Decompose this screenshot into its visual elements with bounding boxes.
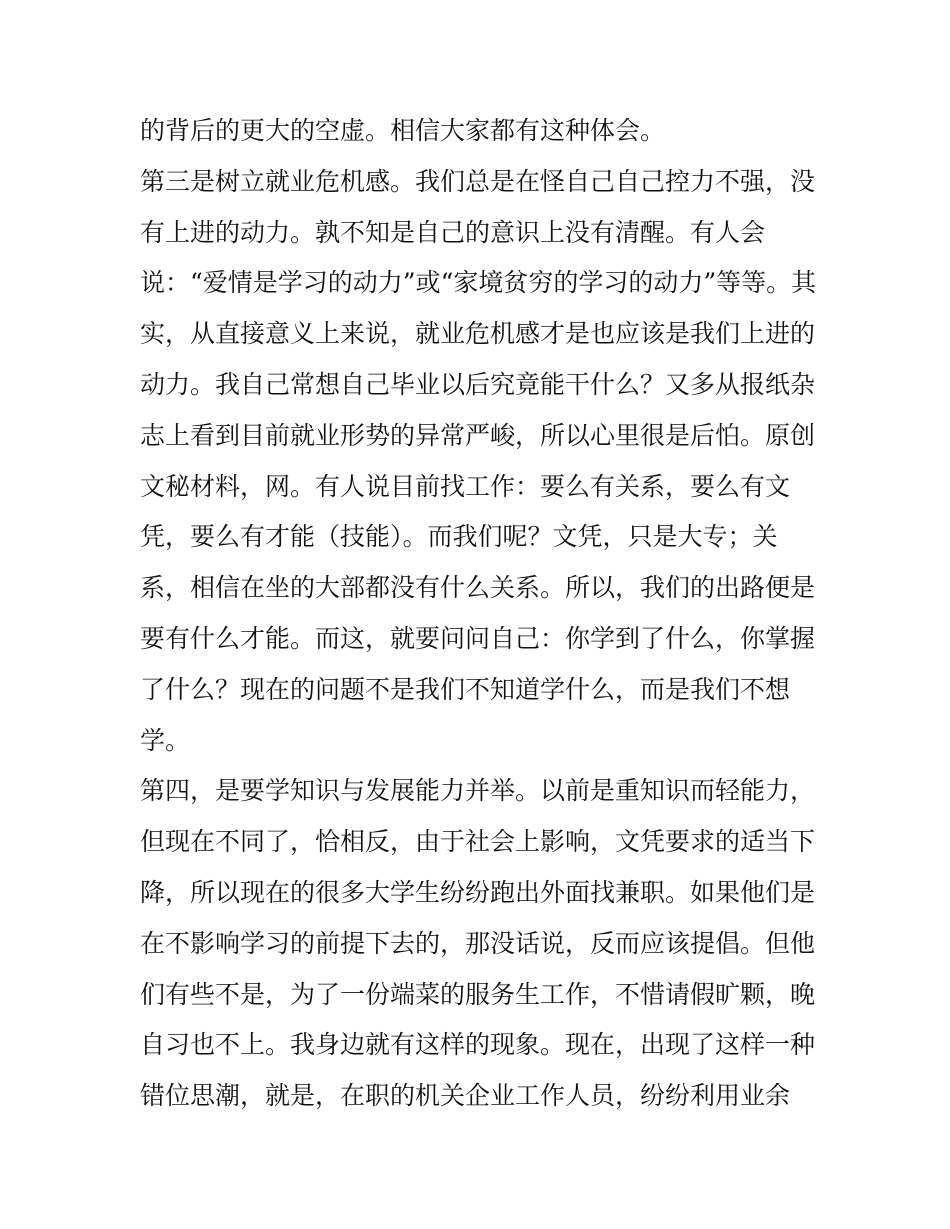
text-line-10: 系，相信在坐的大部都没有什么关系。所以，我们的出路便是 xyxy=(140,573,816,603)
text-line-7: 志上看到目前就业形势的异常严峻，所以心里很是后怕。原创 xyxy=(140,420,816,450)
body-text xyxy=(140,106,820,1122)
text-line-17: 在不影响学习的前提下去的，那没话说，反而应该提倡。但他 xyxy=(140,928,816,958)
text-line-8: 文秘材料，网。有人说目前找工作：要么有关系，要么有文 xyxy=(140,471,791,501)
text-line-9: 凭，要么有才能（技能）。而我们呢？文凭，只是大专；关 xyxy=(140,522,778,552)
text-line-6: 动力。我自己常想自己毕业以后究竟能干什么？又多从报纸杂 xyxy=(140,369,816,399)
text-line-13: 学。 xyxy=(140,725,191,755)
text-line-11: 要有什么才能。而这，就要问问自己：你学到了什么，你掌握 xyxy=(140,623,816,653)
text-line-2: 第三是树立就业危机感。我们总是在怪自己自己控力不强，没 xyxy=(140,166,816,196)
text-line-5: 实，从直接意义上来说，就业危机感才是也应该是我们上进的 xyxy=(140,319,816,349)
text-line-14: 第四，是要学知识与发展能力并举。以前是重知识而轻能力， xyxy=(140,776,816,806)
text-line-3: 有上进的动力。孰不知是自己的意识上没有清醒。有人会 xyxy=(140,217,766,247)
text-line-20: 错位思潮，就是，在职的机关企业工作人员，纷纷利用业余 xyxy=(140,1081,791,1111)
text-line-19: 自习也不上。我身边就有这样的现象。现在，出现了这样一种 xyxy=(140,1030,816,1060)
text-line-15: 但现在不同了，恰相反，由于社会上影响，文凭要求的适当下 xyxy=(140,827,816,857)
text-line-12: 了什么？现在的问题不是我们不知道学什么，而是我们不想 xyxy=(140,674,791,704)
text-line-16: 降，所以现在的很多大学生纷纷跑出外面找兼职。如果他们是 xyxy=(140,877,816,907)
text-line-18: 们有些不是，为了一份端菜的服务生工作，不惜请假旷颗，晚 xyxy=(140,979,816,1009)
text-line-4: 说：“爱情是学习的动力”或“家境贫穷的学习的动力”等等。其 xyxy=(140,268,817,298)
text-line-1: 的背后的更大的空虚。相信大家都有这种体会。 xyxy=(140,116,666,145)
